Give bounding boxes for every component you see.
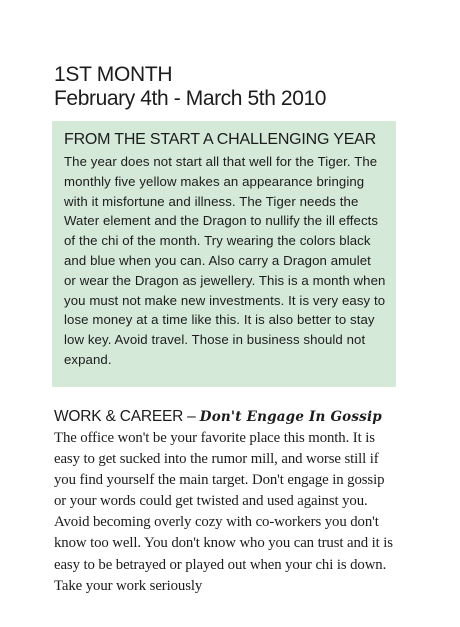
date-range: February 4th - March 5th 2010 [54,87,327,110]
summary-heading: FROM THE START A CHALLENGING YEAR [64,131,377,148]
month-title: 1ST MONTH [54,63,173,86]
work-career-heading [54,405,382,427]
work-career-text: The office won't be your favorite place this month. It is easy to get sucked into the rumor mill, and worse still if you find yourself the main target. Don't engage in gossip or your words could get twisted and used against you. Avoid becoming overly cozy with co-workers you don't know too well. You don't know who you can trust and it is easy to be betrayed or played out when your chi is down. Take your work seriously [54,430,393,594]
summary-box [52,121,396,387]
heading-separator: – [187,408,196,425]
work-career-subtitle: Don't Engage In Gossip [199,409,382,425]
summary-text: The year does not start all that well for the Tiger. The monthly five yellow makes an appearance bringing with it misfortune and illness. The Tiger needs the Water element and the Dragon to nullify the ill effects of the chi of the month. Try wearing the colors black and blue when you can. Also carry a Dragon amulet or wear the Dragon as jewellery. This is a month when you must not make new investments. It is very easy to lose money at a time like this. It is also better to stay low key. Avoid travel. Those in business should not expand. [64,154,386,367]
work-career-label: WORK & CAREER [54,408,184,425]
